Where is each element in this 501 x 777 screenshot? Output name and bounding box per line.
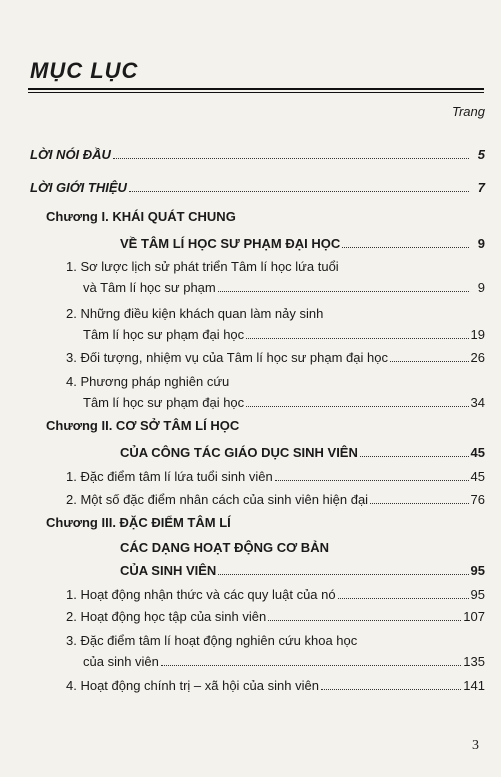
toc-entry[interactable] [66,492,485,507]
entry-page: 7 [477,180,485,195]
toc-entry-chapter-2[interactable] [120,445,485,460]
entry-page: 45 [470,469,485,484]
entry-page: 26 [470,350,485,365]
entry-label: 2. Hoạt động học tập của sinh viên [66,609,267,624]
leader-dots [218,573,468,575]
toc-entry[interactable] [83,280,485,295]
entry-page: 19 [470,327,485,342]
entry-page: 141 [463,678,485,693]
leader-dots [338,597,469,599]
leader-dots [342,246,469,248]
toc-entry[interactable] [66,609,485,624]
entry-label: 3. Đối tượng, nhiệm vụ của Tâm lí học sư phạm đại học [66,350,388,365]
title-rule-thin [28,92,484,93]
page-column-label: Trang [452,104,485,119]
chapter-heading: Chương III. ĐẶC ĐIỂM TÂM LÍ [46,515,231,530]
entry-line: 2. Những điều kiện khách quan làm nảy sinh [66,306,324,321]
entry-page: 135 [463,654,485,669]
entry-page: 45 [470,445,485,460]
entry-line: 3. Đặc điểm tâm lí hoạt động nghiên cứu khoa học [66,633,358,648]
title-rule [28,88,484,90]
leader-dots [370,502,468,504]
entry-label: Tâm lí học sư phạm đại học [83,395,245,410]
entry-page: 95 [470,587,485,602]
leader-dots [360,455,469,457]
entry-page: 5 [477,147,485,162]
entry-label: của sinh viên [83,654,159,669]
entry-page: 76 [470,492,485,507]
entry-line: 4. Phương pháp nghiên cứu [66,374,230,389]
leader-dots [390,360,469,362]
entry-page: 9 [477,236,485,251]
toc-entry[interactable] [83,654,485,669]
entry-label: CỦA CÔNG TÁC GIÁO DỤC SINH VIÊN [120,445,358,460]
entry-label: và Tâm lí học sư phạm [83,280,216,295]
entry-page: 107 [463,609,485,624]
page-number: 3 [472,738,479,753]
leader-dots [246,337,468,339]
entry-label: Tâm lí học sư phạm đại học [83,327,245,342]
entry-page: 9 [477,280,485,295]
leader-dots [161,664,461,666]
leader-dots [218,290,469,292]
chapter-heading: Chương I. KHÁI QUÁT CHUNG [46,209,236,224]
entry-label: LỜI GIỚI THIỆU [30,180,127,195]
entry-label: 2. Một số đặc điểm nhân cách của sinh viên hiện đại [66,492,369,507]
toc-entry-chapter-3[interactable] [120,563,485,578]
toc-entry[interactable] [83,395,485,410]
entry-line: 1. Sơ lược lịch sử phát triển Tâm lí học lứa tuổi [66,259,339,274]
entry-page: 34 [470,395,485,410]
leader-dots [268,619,461,621]
toc-entry[interactable] [66,350,485,365]
toc-entry-chapter-1[interactable] [120,236,485,251]
entry-label: VỀ TÂM LÍ HỌC SƯ PHẠM ĐẠI HỌC [120,236,341,251]
entry-label: LỜI NÓI ĐẦU [30,147,111,162]
leader-dots [246,405,468,407]
toc-entry[interactable] [83,327,485,342]
leader-dots [321,688,461,690]
leader-dots [113,157,469,159]
entry-label: 1. Đặc điểm tâm lí lứa tuổi sinh viên [66,469,273,484]
toc-entry[interactable] [66,587,485,602]
toc-entry-loi-gioi-thieu[interactable] [30,180,485,195]
toc-entry[interactable] [66,678,485,693]
leader-dots [129,190,469,192]
entry-label: CỦA SINH VIÊN [120,563,217,578]
leader-dots [275,479,469,481]
entry-label: 4. Hoạt động chính trị – xã hội của sinh viên [66,678,319,693]
toc-entry-loi-noi-dau[interactable] [30,147,485,162]
entry-page: 95 [470,563,485,578]
chapter-heading: Chương II. CƠ SỞ TÂM LÍ HỌC [46,418,240,433]
entry-label: 1. Hoạt động nhận thức và các quy luật của nó [66,587,336,602]
toc-title: MỤC LỤC [30,58,139,83]
toc-entry[interactable] [66,469,485,484]
chapter-heading-line2: CÁC DẠNG HOẠT ĐỘNG CƠ BẢN [120,540,329,555]
